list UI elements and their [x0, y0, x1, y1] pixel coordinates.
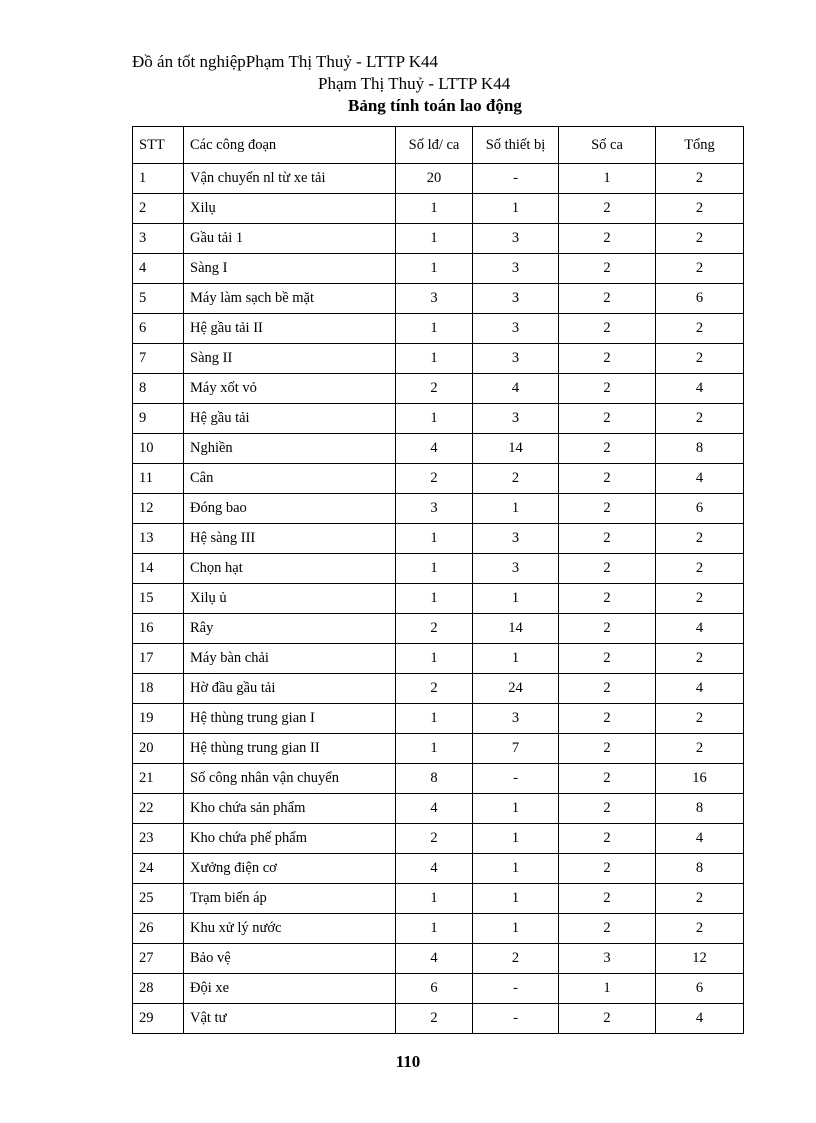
cell-stt: 18	[133, 674, 184, 704]
cell-total: 2	[656, 734, 744, 764]
cell-total: 2	[656, 404, 744, 434]
cell-workers-per-shift: 8	[396, 764, 473, 794]
col-header-shifts: Số ca	[559, 127, 656, 164]
cell-total: 2	[656, 914, 744, 944]
cell-equipment-count: 1	[473, 914, 559, 944]
cell-shifts: 2	[559, 1004, 656, 1034]
table-body	[133, 164, 744, 1034]
cell-shifts: 2	[559, 614, 656, 644]
cell-stage: Vật tư	[184, 1004, 396, 1034]
cell-stt: 13	[133, 524, 184, 554]
cell-equipment-count: 24	[473, 674, 559, 704]
cell-stt: 14	[133, 554, 184, 584]
table-row	[133, 794, 744, 824]
cell-shifts: 2	[559, 824, 656, 854]
cell-workers-per-shift: 3	[396, 494, 473, 524]
cell-stt: 3	[133, 224, 184, 254]
cell-total: 2	[656, 164, 744, 194]
cell-total: 8	[656, 434, 744, 464]
cell-equipment-count: 1	[473, 794, 559, 824]
table-row	[133, 674, 744, 704]
cell-shifts: 2	[559, 674, 656, 704]
cell-stage: Máy xốt vỏ	[184, 374, 396, 404]
table-row	[133, 254, 744, 284]
cell-equipment-count: 3	[473, 284, 559, 314]
cell-total: 8	[656, 854, 744, 884]
cell-total: 2	[656, 584, 744, 614]
cell-stt: 1	[133, 164, 184, 194]
cell-equipment-count: -	[473, 1004, 559, 1034]
cell-stage: Kho chứa phế phẩm	[184, 824, 396, 854]
cell-total: 2	[656, 344, 744, 374]
cell-stt: 27	[133, 944, 184, 974]
cell-stage: Sàng I	[184, 254, 396, 284]
cell-shifts: 3	[559, 944, 656, 974]
table-row	[133, 854, 744, 884]
cell-shifts: 2	[559, 794, 656, 824]
cell-equipment-count: 7	[473, 734, 559, 764]
cell-workers-per-shift: 1	[396, 704, 473, 734]
table-row	[133, 494, 744, 524]
cell-workers-per-shift: 2	[396, 614, 473, 644]
cell-workers-per-shift: 2	[396, 824, 473, 854]
table-row	[133, 194, 744, 224]
cell-workers-per-shift: 1	[396, 554, 473, 584]
col-header-stt: STT	[133, 127, 184, 164]
cell-workers-per-shift: 1	[396, 344, 473, 374]
cell-stt: 11	[133, 464, 184, 494]
cell-workers-per-shift: 1	[396, 734, 473, 764]
cell-stage: Hệ sàng III	[184, 524, 396, 554]
col-header-stage: Các công đoạn	[184, 127, 396, 164]
table-row	[133, 284, 744, 314]
cell-shifts: 2	[559, 764, 656, 794]
cell-workers-per-shift: 1	[396, 404, 473, 434]
cell-shifts: 2	[559, 914, 656, 944]
cell-shifts: 2	[559, 854, 656, 884]
cell-equipment-count: 1	[473, 584, 559, 614]
cell-workers-per-shift: 2	[396, 674, 473, 704]
labor-table	[132, 126, 744, 1034]
cell-workers-per-shift: 1	[396, 914, 473, 944]
cell-equipment-count: 1	[473, 854, 559, 884]
cell-total: 2	[656, 524, 744, 554]
table-row	[133, 704, 744, 734]
cell-stt: 28	[133, 974, 184, 1004]
cell-total: 6	[656, 974, 744, 1004]
cell-stt: 22	[133, 794, 184, 824]
cell-workers-per-shift: 20	[396, 164, 473, 194]
cell-equipment-count: 3	[473, 224, 559, 254]
cell-stt: 9	[133, 404, 184, 434]
table-title: Bảng tính toán lao động	[348, 96, 522, 115]
cell-equipment-count: 3	[473, 554, 559, 584]
cell-total: 4	[656, 824, 744, 854]
cell-stage: Kho chứa sản phẩm	[184, 794, 396, 824]
cell-stage: Trạm biến áp	[184, 884, 396, 914]
cell-stage: Xilụ	[184, 194, 396, 224]
cell-stage: Đội xe	[184, 974, 396, 1004]
cell-workers-per-shift: 4	[396, 854, 473, 884]
cell-workers-per-shift: 4	[396, 434, 473, 464]
cell-stage: Máy làm sạch bề mặt	[184, 284, 396, 314]
cell-workers-per-shift: 1	[396, 254, 473, 284]
cell-shifts: 2	[559, 434, 656, 464]
cell-stage: Đóng bao	[184, 494, 396, 524]
cell-total: 8	[656, 794, 744, 824]
cell-stt: 25	[133, 884, 184, 914]
cell-shifts: 2	[559, 314, 656, 344]
cell-shifts: 2	[559, 584, 656, 614]
page-number: 110	[395, 1052, 421, 1071]
cell-equipment-count: -	[473, 974, 559, 1004]
cell-equipment-count: 3	[473, 524, 559, 554]
cell-stage: Bảo vệ	[184, 944, 396, 974]
table-row	[133, 404, 744, 434]
cell-stage: Cân	[184, 464, 396, 494]
table-row	[133, 914, 744, 944]
cell-stt: 5	[133, 284, 184, 314]
cell-shifts: 2	[559, 494, 656, 524]
cell-stage: Hờ đầu gầu tải	[184, 674, 396, 704]
cell-shifts: 2	[559, 884, 656, 914]
cell-stage: Nghiền	[184, 434, 396, 464]
cell-total: 12	[656, 944, 744, 974]
cell-total: 2	[656, 224, 744, 254]
cell-stt: 8	[133, 374, 184, 404]
cell-equipment-count: 14	[473, 614, 559, 644]
cell-shifts: 2	[559, 464, 656, 494]
cell-total: 4	[656, 374, 744, 404]
cell-total: 6	[656, 284, 744, 314]
cell-total: 2	[656, 704, 744, 734]
cell-stage: Số công nhân vận chuyển	[184, 764, 396, 794]
cell-equipment-count: 3	[473, 344, 559, 374]
table-row	[133, 1004, 744, 1034]
cell-equipment-count: 3	[473, 404, 559, 434]
cell-shifts: 2	[559, 224, 656, 254]
cell-stt: 4	[133, 254, 184, 284]
cell-stage: Hệ gầu tải II	[184, 314, 396, 344]
cell-equipment-count: 3	[473, 254, 559, 284]
cell-equipment-count: 3	[473, 704, 559, 734]
table-row	[133, 824, 744, 854]
col-header-workers-per-shift: Số lđ/ ca	[396, 127, 473, 164]
cell-stt: 12	[133, 494, 184, 524]
cell-workers-per-shift: 2	[396, 464, 473, 494]
cell-equipment-count: -	[473, 764, 559, 794]
cell-total: 6	[656, 494, 744, 524]
table-row	[133, 974, 744, 1004]
cell-shifts: 1	[559, 974, 656, 1004]
cell-total: 16	[656, 764, 744, 794]
cell-shifts: 2	[559, 734, 656, 764]
cell-stt: 24	[133, 854, 184, 884]
cell-stt: 7	[133, 344, 184, 374]
cell-shifts: 2	[559, 554, 656, 584]
cell-stt: 26	[133, 914, 184, 944]
cell-shifts: 2	[559, 524, 656, 554]
cell-workers-per-shift: 4	[396, 944, 473, 974]
cell-shifts: 2	[559, 644, 656, 674]
col-header-total: Tổng	[656, 127, 744, 164]
cell-stage: Máy bàn chải	[184, 644, 396, 674]
cell-equipment-count: 2	[473, 944, 559, 974]
cell-stage: Sàng II	[184, 344, 396, 374]
cell-stage: Xưởng điện cơ	[184, 854, 396, 884]
cell-total: 2	[656, 254, 744, 284]
cell-total: 2	[656, 314, 744, 344]
cell-equipment-count: -	[473, 164, 559, 194]
table-row	[133, 944, 744, 974]
cell-total: 4	[656, 1004, 744, 1034]
cell-shifts: 1	[559, 164, 656, 194]
cell-workers-per-shift: 1	[396, 584, 473, 614]
cell-shifts: 2	[559, 374, 656, 404]
cell-workers-per-shift: 2	[396, 1004, 473, 1034]
cell-stage: Gầu tải 1	[184, 224, 396, 254]
cell-stt: 19	[133, 704, 184, 734]
cell-stt: 23	[133, 824, 184, 854]
cell-total: 4	[656, 614, 744, 644]
cell-stage: Hệ thùng trung gian I	[184, 704, 396, 734]
cell-equipment-count: 2	[473, 464, 559, 494]
cell-stt: 16	[133, 614, 184, 644]
table-row	[133, 584, 744, 614]
cell-equipment-count: 1	[473, 824, 559, 854]
cell-stt: 2	[133, 194, 184, 224]
cell-workers-per-shift: 4	[396, 794, 473, 824]
cell-shifts: 2	[559, 194, 656, 224]
cell-workers-per-shift: 1	[396, 224, 473, 254]
cell-shifts: 2	[559, 704, 656, 734]
cell-stt: 15	[133, 584, 184, 614]
cell-total: 4	[656, 674, 744, 704]
cell-stage: Khu xử lý nước	[184, 914, 396, 944]
cell-equipment-count: 4	[473, 374, 559, 404]
cell-total: 2	[656, 884, 744, 914]
cell-workers-per-shift: 3	[396, 284, 473, 314]
cell-stt: 29	[133, 1004, 184, 1034]
table-row	[133, 344, 744, 374]
table-row	[133, 224, 744, 254]
table-row	[133, 524, 744, 554]
cell-shifts: 2	[559, 284, 656, 314]
table-row	[133, 464, 744, 494]
cell-equipment-count: 1	[473, 194, 559, 224]
cell-stt: 21	[133, 764, 184, 794]
table-row	[133, 554, 744, 584]
table-row	[133, 614, 744, 644]
cell-stage: Hệ thùng trung gian II	[184, 734, 396, 764]
cell-total: 2	[656, 194, 744, 224]
cell-workers-per-shift: 1	[396, 644, 473, 674]
cell-equipment-count: 14	[473, 434, 559, 464]
cell-equipment-count: 1	[473, 884, 559, 914]
cell-shifts: 2	[559, 404, 656, 434]
cell-workers-per-shift: 1	[396, 194, 473, 224]
cell-equipment-count: 1	[473, 494, 559, 524]
cell-total: 2	[656, 644, 744, 674]
cell-stage: Hệ gầu tải	[184, 404, 396, 434]
table-row	[133, 164, 744, 194]
table-row	[133, 314, 744, 344]
cell-stt: 10	[133, 434, 184, 464]
cell-total: 4	[656, 464, 744, 494]
table-row	[133, 734, 744, 764]
cell-workers-per-shift: 1	[396, 314, 473, 344]
cell-stage: Xilụ ủ	[184, 584, 396, 614]
table-row	[133, 374, 744, 404]
cell-stt: 17	[133, 644, 184, 674]
col-header-equipment-count: Số thiết bị	[473, 127, 559, 164]
cell-workers-per-shift: 1	[396, 884, 473, 914]
running-header: Đồ án tốt nghiệpPhạm Thị Thuỷ - LTTP K44	[132, 52, 438, 71]
cell-stt: 6	[133, 314, 184, 344]
table-row	[133, 434, 744, 464]
cell-equipment-count: 1	[473, 644, 559, 674]
cell-shifts: 2	[559, 344, 656, 374]
cell-equipment-count: 3	[473, 314, 559, 344]
author-line: Phạm Thị Thuỷ - LTTP K44	[318, 74, 511, 93]
table-row	[133, 884, 744, 914]
cell-stage: Rây	[184, 614, 396, 644]
cell-stt: 20	[133, 734, 184, 764]
table-row	[133, 764, 744, 794]
cell-shifts: 2	[559, 254, 656, 284]
cell-workers-per-shift: 1	[396, 524, 473, 554]
cell-workers-per-shift: 2	[396, 374, 473, 404]
cell-total: 2	[656, 554, 744, 584]
table-header-row	[133, 127, 744, 164]
cell-stage: Chọn hạt	[184, 554, 396, 584]
cell-workers-per-shift: 6	[396, 974, 473, 1004]
table-row	[133, 644, 744, 674]
cell-stage: Vận chuyển nl từ xe tải	[184, 164, 396, 194]
